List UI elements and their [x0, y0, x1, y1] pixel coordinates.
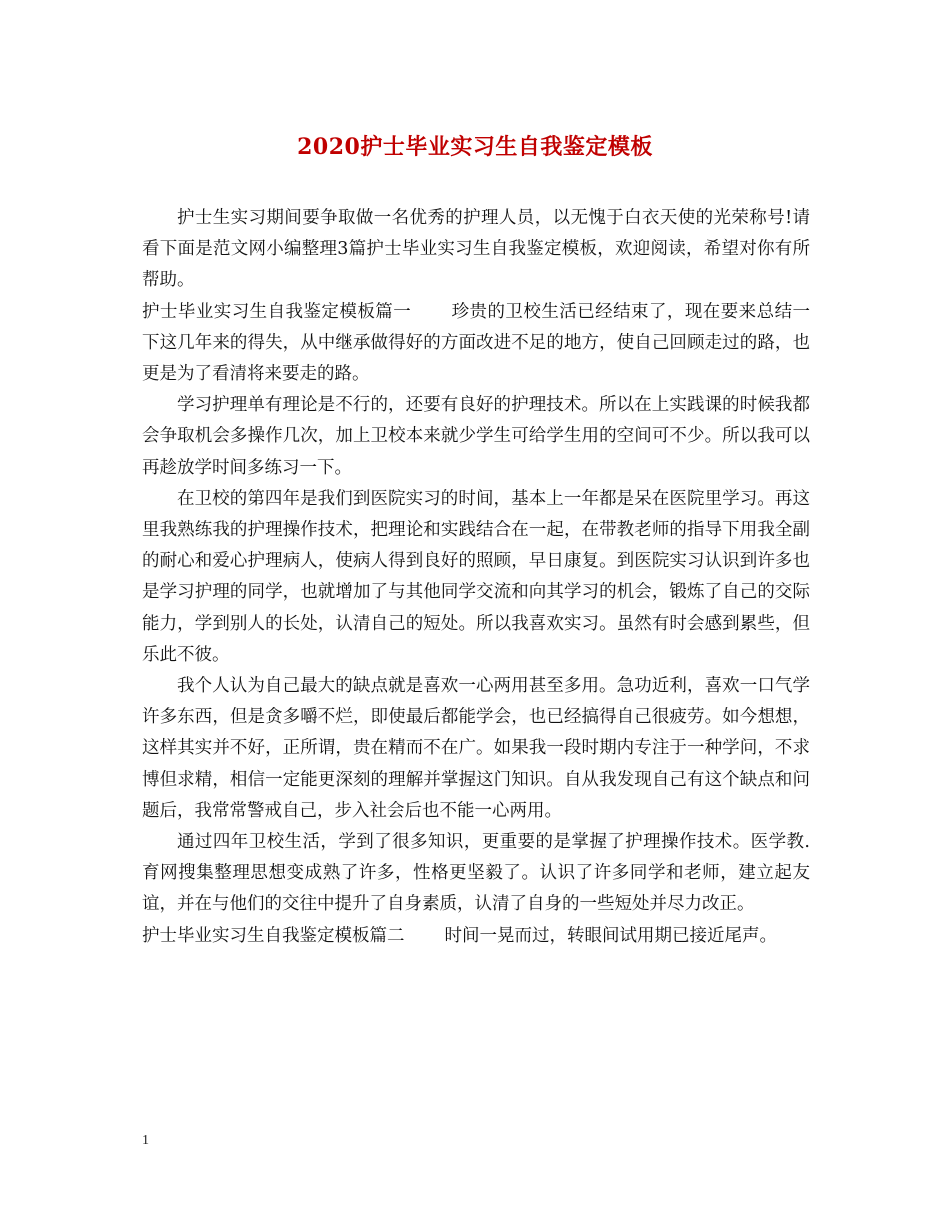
- section-two-line: [142, 921, 810, 952]
- section-one-line: [142, 297, 810, 391]
- section-two-text: 时间一晃而过，转眼间试用期已接近尾声。: [444, 925, 777, 946]
- section-one-text: 珍贵的卫校生活已经结束了，现在要来总结一下这几年来的得失，从中继承做得好的方面改进不足的地方，使自己回顾走过的路，也更是为了看清将来要走的路。: [142, 301, 811, 385]
- body-paragraph-shortcoming: 我个人认为自己最大的缺点就是喜欢一心两用甚至多用。急功近利，喜欢一口气学许多东西，但是贪多嚼不烂，即使最后都能学会，也已经搞得自己很疲劳。如今想想，这样其实并不好，正所谓，贵在精而不在广。如果我一段时期内专注于一种学问，不求博但求精，相信一定能更深刻的理解并掌握这门知识。自从我发现自己有这个缺点和问题后，我常常警戒自己，步入社会后也不能一心两用。: [142, 676, 810, 821]
- section-two-heading: 护士毕业实习生自我鉴定模板篇二: [142, 925, 405, 946]
- document-body: [142, 203, 810, 952]
- page-number: 1: [142, 1133, 149, 1148]
- section-one-heading: 护士毕业实习生自我鉴定模板篇一: [142, 301, 412, 322]
- document-title: 2020护士毕业实习生自我鉴定模板: [297, 134, 653, 160]
- body-paragraph-skills: 学习护理单有理论是不行的，还要有良好的护理技术。所以在上实践课的时候我都会争取机会多操作几次，加上卫校本来就少学生可给学生用的空间可不少。所以我可以再趁放学时间多练习一下。: [142, 395, 810, 478]
- intro-paragraph: 护士生实习期间要争取做一名优秀的护理人员，以无愧于白衣天使的光荣称号!请看下面是范文网小编整理3篇护士毕业实习生自我鉴定模板，欢迎阅读，希望对你有所帮助。: [142, 208, 810, 291]
- body-paragraph-internship: 在卫校的第四年是我们到医院实习的时间，基本上一年都是呆在医院里学习。再这里我熟练我的护理操作技术，把理论和实践结合在一起，在带教老师的指导下用我全副的耐心和爱心护理病人，使病人得到良好的照顾，早日康复。到医院实习认识到许多也是学习护理的同学，也就增加了与其他同学交流和向其学习的机会，锻炼了自己的交际能力，学到别人的长处，认清自己的短处。所以我喜欢实习。虽然有时会感到累些，但乐此不彼。: [142, 488, 810, 665]
- body-paragraph-summary: 通过四年卫校生活，学到了很多知识，更重要的是掌握了护理操作技术。医学教.育网搜集整理思想变成熟了许多，性格更坚毅了。认识了许多同学和老师，建立起友谊，并在与他们的交往中提升了自身素质，认清了自身的一些短处并尽力改正。: [142, 832, 810, 915]
